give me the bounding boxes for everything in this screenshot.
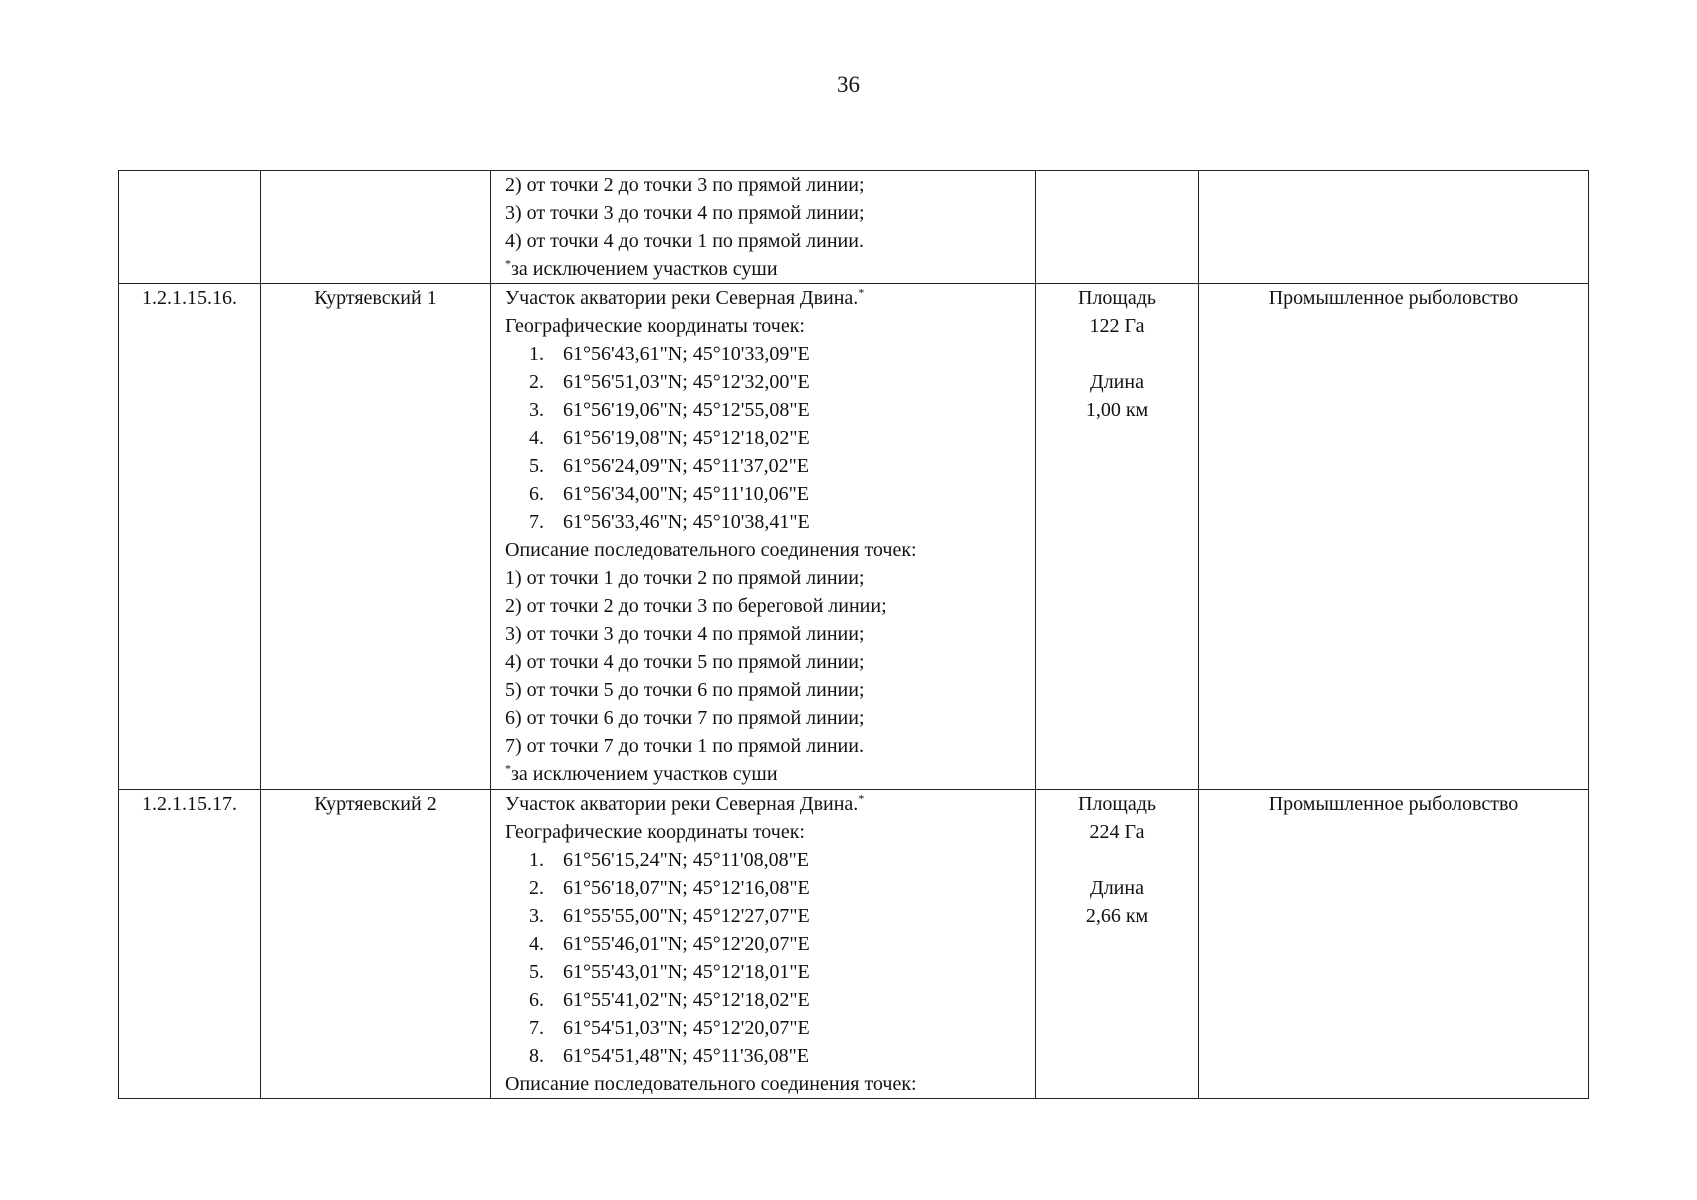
cell-purpose-empty [1199, 171, 1589, 284]
desc-line: 4) от точки 4 до точки 5 по прямой линии; [505, 651, 865, 673]
coords-header: Географические координаты точек: [505, 315, 805, 337]
desc-line: 4) от точки 4 до точки 1 по прямой линии. [505, 230, 864, 252]
length-value: 2,66 км [1085, 905, 1149, 927]
length-value: 1,00 км [1085, 399, 1149, 421]
coord-point: 1. 61°56'43,61"N; 45°10'33,09"E [529, 343, 810, 365]
cell-area [1036, 284, 1199, 790]
desc-line: 2) от точки 2 до точки 3 по прямой линии; [505, 174, 865, 196]
table-row [119, 790, 1589, 1099]
table-row [119, 284, 1589, 790]
cell-code-empty [119, 171, 261, 284]
cell-description [491, 284, 1036, 790]
footnote: *за исключением участков суши [505, 256, 778, 280]
length-label: Длина [1090, 877, 1144, 899]
area-label: Площадь [1078, 287, 1156, 309]
cell-code: 1.2.1.15.17. [119, 790, 261, 1099]
desc-line: 5) от точки 5 до точки 6 по прямой линии; [505, 679, 865, 701]
coord-point: 2. 61°56'18,07"N; 45°12'16,08"E [529, 877, 810, 899]
area-title: Участок акватории реки Северная Двина.* [505, 791, 865, 815]
desc-header: Описание последовательного соединения точек: [505, 539, 917, 561]
area-value: 122 Га [1089, 315, 1145, 337]
fishing-areas-table [118, 170, 1589, 1099]
cell-purpose: Промышленное рыболовство [1199, 284, 1589, 790]
coord-point: 5. 61°56'24,09"N; 45°11'37,02"E [529, 455, 810, 477]
cell-code: 1.2.1.15.16. [119, 284, 261, 790]
coord-point: 7. 61°56'33,46"N; 45°10'38,41"E [529, 511, 810, 533]
area-title: Участок акватории реки Северная Двина.* [505, 285, 865, 309]
coord-point: 4. 61°55'46,01"N; 45°12'20,07"E [529, 933, 810, 955]
coords-header: Географические координаты точек: [505, 821, 805, 843]
page-number: 36 [837, 72, 860, 97]
coord-point: 3. 61°56'19,06"N; 45°12'55,08"E [529, 399, 810, 421]
cell-purpose: Промышленное рыболовство [1199, 790, 1589, 1099]
desc-line: 3) от точки 3 до точки 4 по прямой линии; [505, 202, 865, 224]
coord-point: 3. 61°55'55,00"N; 45°12'27,07"E [529, 905, 810, 927]
cell-area [1036, 790, 1199, 1099]
coord-point: 7. 61°54'51,03"N; 45°12'20,07"E [529, 1017, 810, 1039]
desc-line: 7) от точки 7 до точки 1 по прямой линии. [505, 735, 864, 757]
cell-description [491, 171, 1036, 284]
cell-name-empty [261, 171, 491, 284]
desc-line: 6) от точки 6 до точки 7 по прямой линии; [505, 707, 865, 729]
cell-description [491, 790, 1036, 1099]
cell-name: Куртяевский 2 [261, 790, 491, 1099]
cell-area-empty [1036, 171, 1199, 284]
table-row-continuation [119, 171, 1589, 284]
desc-header: Описание последовательного соединения точек: [505, 1073, 917, 1095]
coord-point: 2. 61°56'51,03"N; 45°12'32,00"E [529, 371, 810, 393]
desc-line: 2) от точки 2 до точки 3 по береговой линии; [505, 595, 887, 617]
coord-point: 8. 61°54'51,48"N; 45°11'36,08"E [529, 1045, 810, 1067]
coord-point: 6. 61°56'34,00"N; 45°11'10,06"E [529, 483, 810, 505]
coord-point: 6. 61°55'41,02"N; 45°12'18,02"E [529, 989, 810, 1011]
desc-line: 3) от точки 3 до точки 4 по прямой линии; [505, 623, 865, 645]
desc-line: 1) от точки 1 до точки 2 по прямой линии; [505, 567, 865, 589]
cell-name: Куртяевский 1 [261, 284, 491, 790]
coord-point: 4. 61°56'19,08"N; 45°12'18,02"E [529, 427, 810, 449]
area-value: 224 Га [1089, 821, 1145, 843]
coord-point: 5. 61°55'43,01"N; 45°12'18,01"E [529, 961, 810, 983]
length-label: Длина [1090, 371, 1144, 393]
area-label: Площадь [1078, 793, 1156, 815]
footnote: *за исключением участков суши [505, 761, 778, 785]
coord-point: 1. 61°56'15,24"N; 45°11'08,08"E [529, 849, 810, 871]
